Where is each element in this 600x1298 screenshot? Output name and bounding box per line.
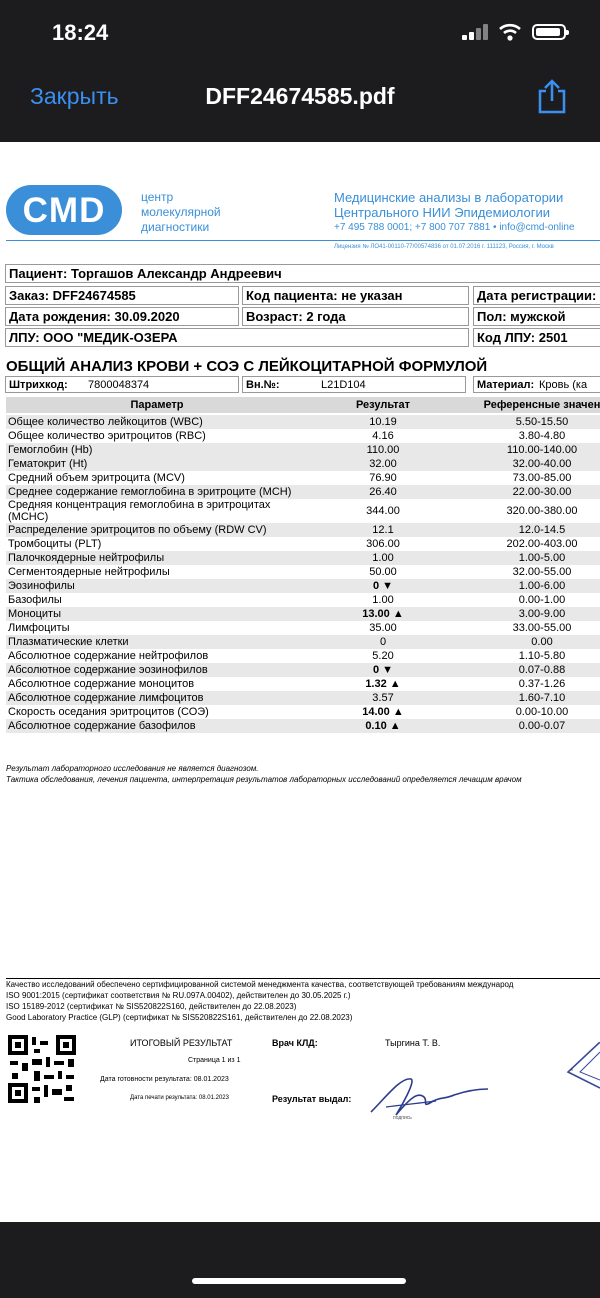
result-cell: 110.00 xyxy=(308,443,458,457)
reference-cell: 3.00-9.00 xyxy=(458,607,600,621)
result-cell: 50.00 xyxy=(369,566,397,578)
table-row xyxy=(6,499,600,523)
reference-cell: 0.00 xyxy=(458,635,600,649)
result-cell: 14.00 ▲ xyxy=(362,706,404,718)
print-date: Дата печати результата: 08.01.2023 xyxy=(130,1095,229,1101)
reference-cell: 1.10-5.80 xyxy=(518,650,566,662)
reference-cell: 3.80-4.80 xyxy=(518,430,566,442)
result-cell: 344.00 xyxy=(366,505,400,517)
result-cell: 0 xyxy=(308,635,458,649)
patient-sex: Пол: мужской xyxy=(473,307,600,326)
table-header xyxy=(6,397,600,414)
contacts: +7 495 788 0001; +7 800 707 7881 • info@cmd-online xyxy=(334,222,575,233)
table-row xyxy=(6,677,600,691)
license-text: Лицензия № ЛО41-00110-77/00574836 от 01.07.2016 г. 111123, Россия, г. Москв xyxy=(334,244,554,250)
result-cell: 32.00 xyxy=(308,457,458,471)
reference-cell: 1.00-6.00 xyxy=(458,579,600,593)
table-row xyxy=(6,457,600,471)
param-cell: Скорость оседания эритроцитов (СОЭ) xyxy=(8,706,209,718)
internal-number-field: Вн.№: L21D104 xyxy=(242,376,466,393)
table-row xyxy=(6,649,600,663)
param-cell: Гемоглобин (Hb) xyxy=(6,443,308,457)
param-cell: Сегментоядерные нейтрофилы xyxy=(8,566,170,578)
share-icon[interactable] xyxy=(535,78,569,114)
param-cell: Распределение эритроцитов по объему (RDW CV) xyxy=(6,523,308,537)
cert-line: ISO 15189-2012 (сертификат № SIS520822S160, действителен до 22.08.2023) xyxy=(6,1002,297,1011)
signature xyxy=(366,1067,496,1122)
table-row xyxy=(6,663,600,677)
stamp xyxy=(562,1042,600,1090)
cert-line: ISO 9001:2015 (сертификат соответствия № RU.097A.00402), действителен до 30.05.2025 г.) xyxy=(6,991,351,1000)
reference-cell: 0.00-1.00 xyxy=(518,594,566,606)
table-row xyxy=(6,471,600,485)
table-row xyxy=(6,593,600,607)
divider xyxy=(6,240,600,241)
param-cell: Абсолютное содержание эозинофилов xyxy=(6,663,308,677)
doctor-name: Тыргина Т. В. xyxy=(385,1038,441,1048)
param-cell: Моноциты xyxy=(6,607,308,621)
logo-tagline: центр молекулярной диагностики xyxy=(141,190,221,234)
table-row xyxy=(6,635,600,649)
reference-cell: 22.00-30.00 xyxy=(458,485,600,499)
ready-date: Дата готовности результата: 08.01.2023 xyxy=(100,1076,229,1083)
param-cell: Эозинофилы xyxy=(6,579,308,593)
table-row xyxy=(6,414,600,429)
reference-cell: 32.00-40.00 xyxy=(458,457,600,471)
header-reference: Референсные значен xyxy=(458,397,600,414)
param-cell: Средний объем эритроцита (MCV) xyxy=(8,472,185,484)
result-cell: 0 ▼ xyxy=(308,579,458,593)
header-result: Результат xyxy=(308,397,458,414)
param-cell: Средняя концентрация гемоглобина в эритроцитах (MCHC) xyxy=(8,499,271,523)
result-cell: 10.19 xyxy=(308,414,458,429)
svg-text:*: * xyxy=(570,1067,574,1076)
result-cell: 76.90 xyxy=(369,472,397,484)
table-row xyxy=(6,429,600,443)
reference-cell: 0.00-0.07 xyxy=(458,719,600,733)
document-title: DFF24674585.pdf xyxy=(205,83,395,109)
header-parameter: Параметр xyxy=(6,397,308,414)
result-cell: 1.00 xyxy=(308,551,458,565)
status-time: 18:24 xyxy=(52,20,109,45)
param-cell: Палочкоядерные нейтрофилы xyxy=(6,551,308,565)
pdf-page[interactable] xyxy=(0,142,600,1222)
order-number: Заказ: DFF24674585 xyxy=(5,286,239,305)
cert-divider xyxy=(6,978,600,979)
reference-cell: 12.0-14.5 xyxy=(458,523,600,537)
reference-cell: 202.00-403.00 xyxy=(506,538,578,550)
barcode-field: Штрихкод: 7800048374 xyxy=(5,376,239,393)
table-row xyxy=(6,443,600,457)
table-row xyxy=(6,523,600,537)
lpu-code: Код ЛПУ: 2501 xyxy=(473,328,600,347)
signature-caption: подпись xyxy=(393,1115,412,1121)
birth-date: Дата рождения: 30.09.2020 xyxy=(5,307,239,326)
cert-line: Качество исследований обеспечено сертифицированной системой менеджмента качества, соответствующей требованиям международ xyxy=(6,980,514,989)
param-cell: Общее количество эритроцитов (RBC) xyxy=(8,430,206,442)
table-row xyxy=(6,565,600,579)
table-row xyxy=(6,691,600,705)
disclaimer-note: Результат лабораторного исследования не является диагнозом. xyxy=(6,764,259,773)
patient-age: Возраст: 2 года xyxy=(242,307,469,326)
result-cell: 0 ▼ xyxy=(308,663,458,677)
param-cell: Лимфоциты xyxy=(8,622,70,634)
battery-icon xyxy=(532,24,566,40)
result-cell: 1.00 xyxy=(372,594,394,606)
status-bar xyxy=(0,0,600,62)
param-cell: Общее количество лейкоцитов (WBC) xyxy=(6,414,308,429)
table-row xyxy=(6,579,600,593)
param-cell: Абсолютное содержание моноцитов xyxy=(8,678,195,690)
reference-cell: 1.00-5.00 xyxy=(458,551,600,565)
reference-cell: 0.07-0.88 xyxy=(458,663,600,677)
reference-cell: 32.00-55.00 xyxy=(512,566,572,578)
doctor-label: Врач КЛД: xyxy=(272,1038,318,1048)
lpu-name: ЛПУ: ООО "МЕДИК-ОЗЕРА xyxy=(5,328,469,347)
param-cell: Абсолютное содержание базофилов xyxy=(6,719,308,733)
nav-bar xyxy=(0,62,600,142)
close-button[interactable]: Закрыть xyxy=(30,83,119,109)
reference-cell: 1.60-7.10 xyxy=(458,691,600,705)
param-cell: Среднее содержание гемоглобина в эритроците (MCH) xyxy=(6,485,308,499)
analysis-title: ОБЩИЙ АНАЛИЗ КРОВИ + СОЭ С ЛЕЙКОЦИТАРНОЙ ФОРМУЛОЙ xyxy=(6,358,488,375)
table-row xyxy=(6,551,600,565)
home-indicator[interactable] xyxy=(192,1278,406,1284)
param-cell: Плазматические клетки xyxy=(6,635,308,649)
result-cell: 1.32 ▲ xyxy=(365,678,401,690)
result-cell: 306.00 xyxy=(366,538,400,550)
param-cell: Гематокрит (Ht) xyxy=(6,457,308,471)
table-row xyxy=(6,607,600,621)
disclaimer-note-2: Тактика обследования, лечения пациента, интерпретация результатов лабораторных исследований определяется лечащим врачом xyxy=(6,775,522,784)
reference-cell: 320.00-380.00 xyxy=(506,505,578,517)
reference-cell: 33.00-55.00 xyxy=(512,622,572,634)
result-cell: 26.40 xyxy=(308,485,458,499)
table-row xyxy=(6,705,600,719)
reference-cell: 110.00-140.00 xyxy=(458,443,600,457)
registration-date: Дата регистрации: xyxy=(473,286,600,305)
result-cell: 12.1 xyxy=(308,523,458,537)
result-cell: 4.16 xyxy=(372,430,394,442)
lab-heading: Медицинские анализы в лаборатории Центрального НИИ Эпидемиологии xyxy=(334,190,564,220)
wifi-icon xyxy=(498,22,522,42)
material-field: Материал: Кровь (ка xyxy=(473,376,600,393)
param-cell: Абсолютное содержание нейтрофилов xyxy=(8,650,209,662)
result-cell: 5.20 xyxy=(372,650,394,662)
param-cell: Тромбоциты (PLT) xyxy=(8,538,102,550)
result-cell: 0.10 ▲ xyxy=(308,719,458,733)
reference-cell: 5.50-15.50 xyxy=(458,414,600,429)
param-cell: Абсолютное содержание лимфоцитов xyxy=(6,691,308,705)
cmd-logo: CMD xyxy=(6,185,122,235)
table-row xyxy=(6,537,600,551)
results-table xyxy=(6,397,600,733)
qr-code xyxy=(8,1035,76,1103)
cellular-signal-icon xyxy=(462,24,488,40)
table-row xyxy=(6,719,600,733)
patient-name: Пациент: Торгашов Александр Андреевич xyxy=(5,264,600,283)
reference-cell: 73.00-85.00 xyxy=(512,472,572,484)
issued-by-label: Результат выдал: xyxy=(272,1094,352,1104)
reference-cell: 0.00-10.00 xyxy=(515,706,569,718)
result-cell: 35.00 xyxy=(369,622,397,634)
table-row xyxy=(6,485,600,499)
result-cell: 13.00 ▲ xyxy=(308,607,458,621)
table-row xyxy=(6,621,600,635)
reference-cell: 0.37-1.26 xyxy=(518,678,566,690)
cert-line: Good Laboratory Practice (GLP) (сертификат № SIS520822S161, действителен до 22.08.2023) xyxy=(6,1013,353,1022)
bottom-area xyxy=(0,1222,600,1298)
patient-code: Код пациента: не указан xyxy=(242,286,469,305)
param-cell: Базофилы xyxy=(8,594,62,606)
page-number: Страница 1 из 1 xyxy=(188,1057,241,1064)
result-cell: 3.57 xyxy=(308,691,458,705)
final-result-label: ИТОГОВЫЙ РЕЗУЛЬТАТ xyxy=(130,1038,233,1048)
